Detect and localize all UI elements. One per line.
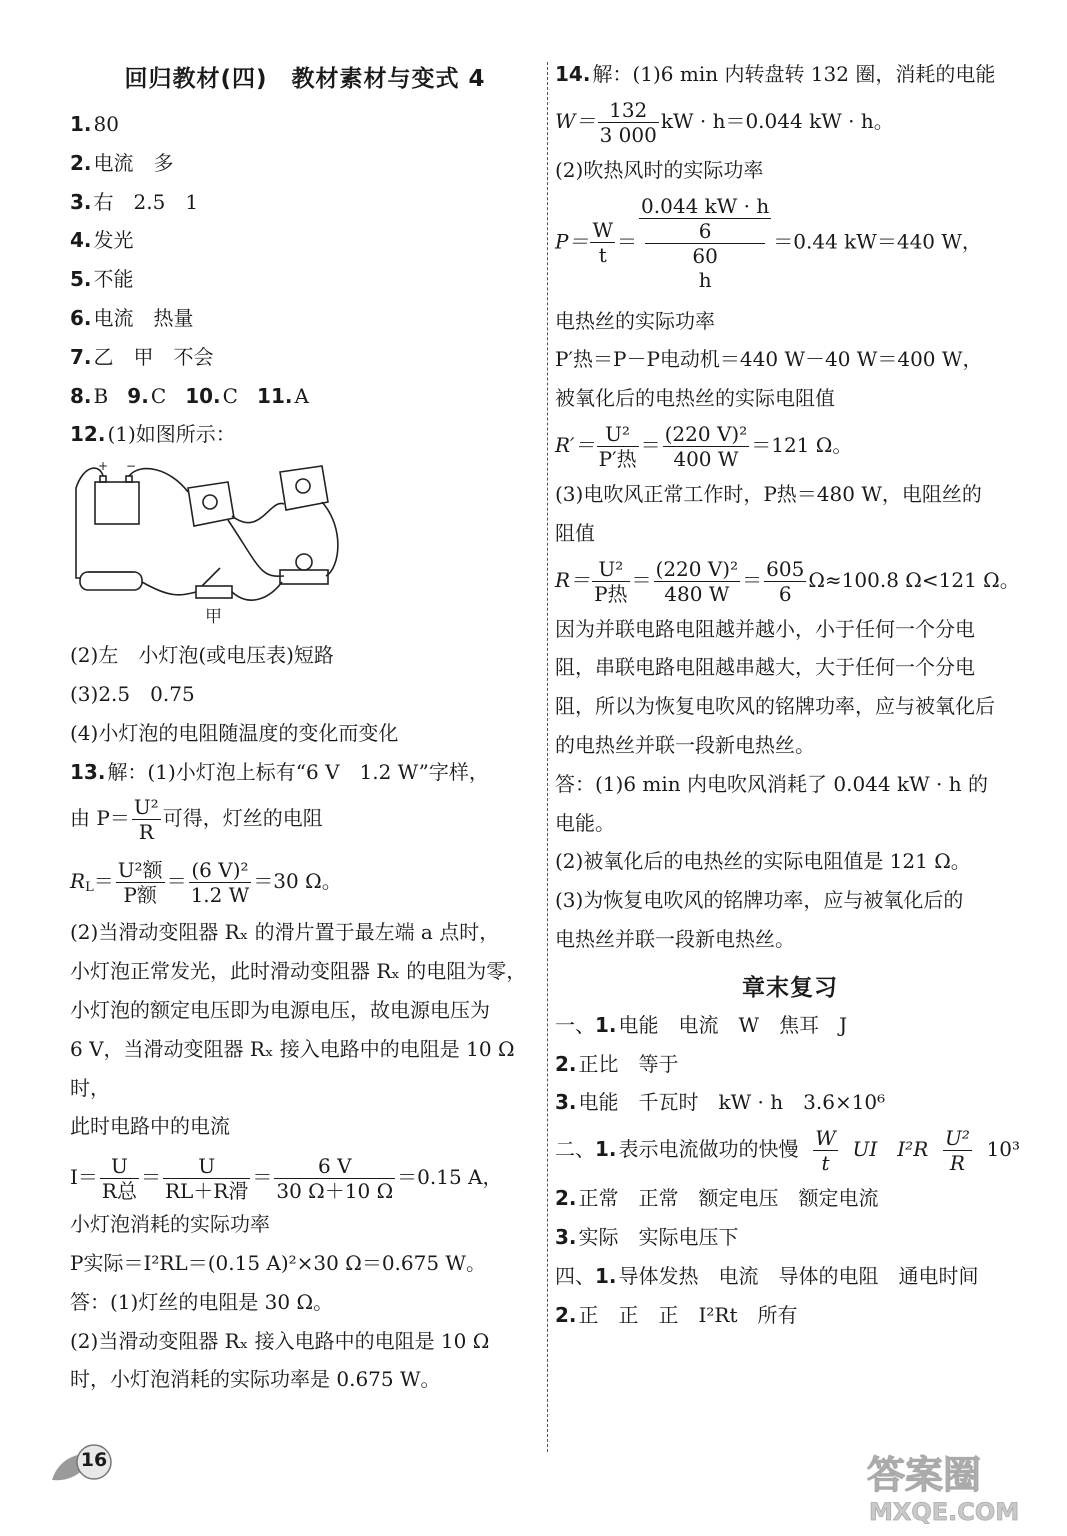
review-2-3: 3. 实际 实际电压下 (555, 1224, 739, 1249)
answer-13-p2: 小灯泡正常发光，此时滑动变阻器 Rₓ 的电阻为零， (70, 959, 527, 984)
answer-14-l7: 阻值 (555, 520, 595, 545)
answer-item: 7. 乙 甲 不会 (70, 344, 214, 369)
answer-14-a2: (2)被氧化后的电热丝的实际电阻值是 121 Ω。 (555, 849, 971, 874)
review-4-2: 2. 正 正 正 I²Rt 所有 (555, 1302, 798, 1327)
answer-14-l10: 阻，所以为恢复电吹风的铭牌功率，应与被氧化后 (555, 694, 995, 719)
answer-13-p8: P实际＝I²RL＝(0.15 A)²×30 Ω＝0.675 W。 (70, 1250, 486, 1275)
answer-item: 5. 不能 (70, 267, 134, 292)
answer-14-a3: (3)为恢复电吹风的铭牌功率，应与被氧化后的 (555, 888, 964, 913)
answer-12-3: (3)2.5 0.75 (70, 681, 195, 706)
section-title: 回归教材(四) 教材素材与变式 4 (124, 66, 486, 92)
answer-14-formula-w: W＝ $\frac{132}{3 000}$ kW · h＝0.044 kW · h。 (555, 97, 894, 147)
review-1-2: 2. 正比 等于 (555, 1051, 679, 1076)
page-number-badge (48, 1440, 118, 1490)
answer-14-l3: 电热丝的实际功率 (555, 308, 715, 333)
column-divider (547, 62, 548, 1452)
answer-8-11: 8. B 9. C 10. C 11. A (70, 383, 309, 408)
answer-13-line1: 13. 解：(1)小灯泡上标有“6 V 1.2 W”字样， (70, 759, 489, 784)
answer-item: 6. 电流 热量 (70, 305, 194, 330)
answer-list (70, 105, 540, 377)
answer-14-formula-r: R′＝ $\frac{\text{U²}}{\text{P′热}}$ ＝ $\frac{\text{(220 V)²}}{400 W}$ ＝121 Ω。 (555, 421, 853, 471)
svg-text:答案圈: 答案圈 (867, 1453, 982, 1497)
answer-13-a1: 答：(1)灯丝的电阻是 30 Ω。 (70, 1289, 334, 1314)
answer-14-a3b: 电热丝并联一段新电热丝。 (555, 926, 795, 951)
answer-14-a1b: 电能。 (555, 810, 615, 835)
svg-text:+: + (98, 459, 109, 474)
review-1-3: 3. 电能 千瓦时 kW · h 3.6×10⁶ (555, 1090, 886, 1115)
answer-13-a2: (2)当滑动变阻器 Rₓ 接入电路中的电阻是 10 Ω (70, 1328, 490, 1353)
answer-12-2: (2)左 小灯泡(或电压表)短路 (70, 643, 334, 668)
svg-text:−: − (126, 459, 137, 474)
answer-13-a3: 时，小灯泡消耗的实际功率是 0.675 W。 (70, 1367, 441, 1392)
answer-13-formula-i: I＝ $\frac{U}{\text{R总}}$ ＝ $\frac{U}{\text{RL＋R滑}}$ ＝ $\frac{6 V}{30 \Omega+10 \Omega}$ ＝0.15 A， (70, 1154, 503, 1204)
answer-14-l6: (3)电吹风正常工作时，P热＝480 W，电阻丝的 (555, 481, 982, 506)
left-column (70, 55, 540, 1399)
circuit-figure (70, 458, 540, 630)
answer-14-formula-p: P＝ $\frac{W}{t}$ ＝ 0.044 kW · h 6 60 h ＝0.44 kW＝440 W， (555, 193, 982, 292)
review-1-1: 一、1. 电能 电流 W 焦耳 J (555, 1012, 848, 1037)
answer-13-p3: 小灯泡的额定电压即为电源电压，故电源电压为 (70, 997, 490, 1022)
answer-13-p5: 时， (70, 1075, 110, 1100)
answer-13-formula-rl: $R_L=$ $\frac{\text{U²额}}{\text{P额}}$ ＝ $\frac{\text{(6 V)²}}{1.2 W}$ ＝30 Ω。 (70, 858, 342, 908)
answer-14-l4: P′热＝P－P电动机＝440 W－40 W＝400 W， (555, 347, 983, 372)
answer-item: 1. 80 (70, 112, 119, 136)
watermark-logo (847, 1446, 1047, 1528)
answer-12-4: (4)小灯泡的电阻随温度的变化而变化 (70, 720, 399, 745)
figure-label: 甲 (205, 607, 222, 628)
answer-14-l9: 阻，串联电路电阻越串越大，大于任何一个分电 (555, 655, 975, 680)
answer-14-formula-rr: R＝ $\frac{\text{U²}}{\text{P热}}$ ＝ $\frac{\text{(220 V)²}}{480 W}$ ＝ $\frac{605}{6}$ Ω≈100.8 Ω<121 Ω。 (555, 556, 1020, 606)
answer-14-l2: (2)吹热风时的实际功率 (555, 157, 764, 182)
svg-text:MXQE.COM: MXQE.COM (869, 1498, 1020, 1526)
answer-14-l11: 的电热丝并联一段新电热丝。 (555, 732, 815, 757)
answer-14-l8: 因为并联电路电阻越并越小，小于任何一个分电 (555, 616, 975, 641)
answer-item: 4. 发光 (70, 228, 134, 253)
answer-14-line1: 14. 解：(1)6 min 内转盘转 132 圈，消耗的电能 (555, 62, 996, 86)
answer-13-p6: 此时电路中的电流 (70, 1114, 230, 1139)
answer-13-formula-p: 由 P＝ $\frac{\text{U²}}{R}$ 可得，灯丝的电阻 (70, 795, 323, 845)
right-column (555, 55, 1025, 1334)
review-4-1: 四、1. 导体发热 电流 导体的电阻 通电时间 (555, 1263, 979, 1288)
answer-12: 12. (1)如图所示： (70, 422, 236, 447)
answer-13-p7: 小灯泡消耗的实际功率 (70, 1212, 270, 1237)
review-2-1: 二、1. 表示电流做功的快慢 $\frac{W}{t}$ UI I²R $\frac{\text{U²}}{R}$ 10³ (555, 1126, 1021, 1176)
answer-14-a1: 答：(1)6 min 内电吹风消耗了 0.044 kW · h 的 (555, 771, 988, 796)
answer-13-p4: 6 V，当滑动变阻器 Rₓ 接入电路中的电阻是 10 Ω (70, 1036, 515, 1061)
answer-13-p1: (2)当滑动变阻器 Rₓ 的滑片置于最左端 a 点时， (70, 920, 500, 945)
answer-item: 3. 右 2.5 1 (70, 189, 199, 214)
review-2-2: 2. 正常 正常 额定电压 额定电流 (555, 1186, 879, 1211)
review-title: 章末复习 (742, 974, 838, 1001)
circuit-diagram (70, 458, 350, 630)
page-number: 16 (80, 1449, 108, 1471)
answer-item: 2. 电流 多 (70, 150, 174, 175)
answer-14-l5: 被氧化后的电热丝的实际电阻值 (555, 386, 835, 411)
